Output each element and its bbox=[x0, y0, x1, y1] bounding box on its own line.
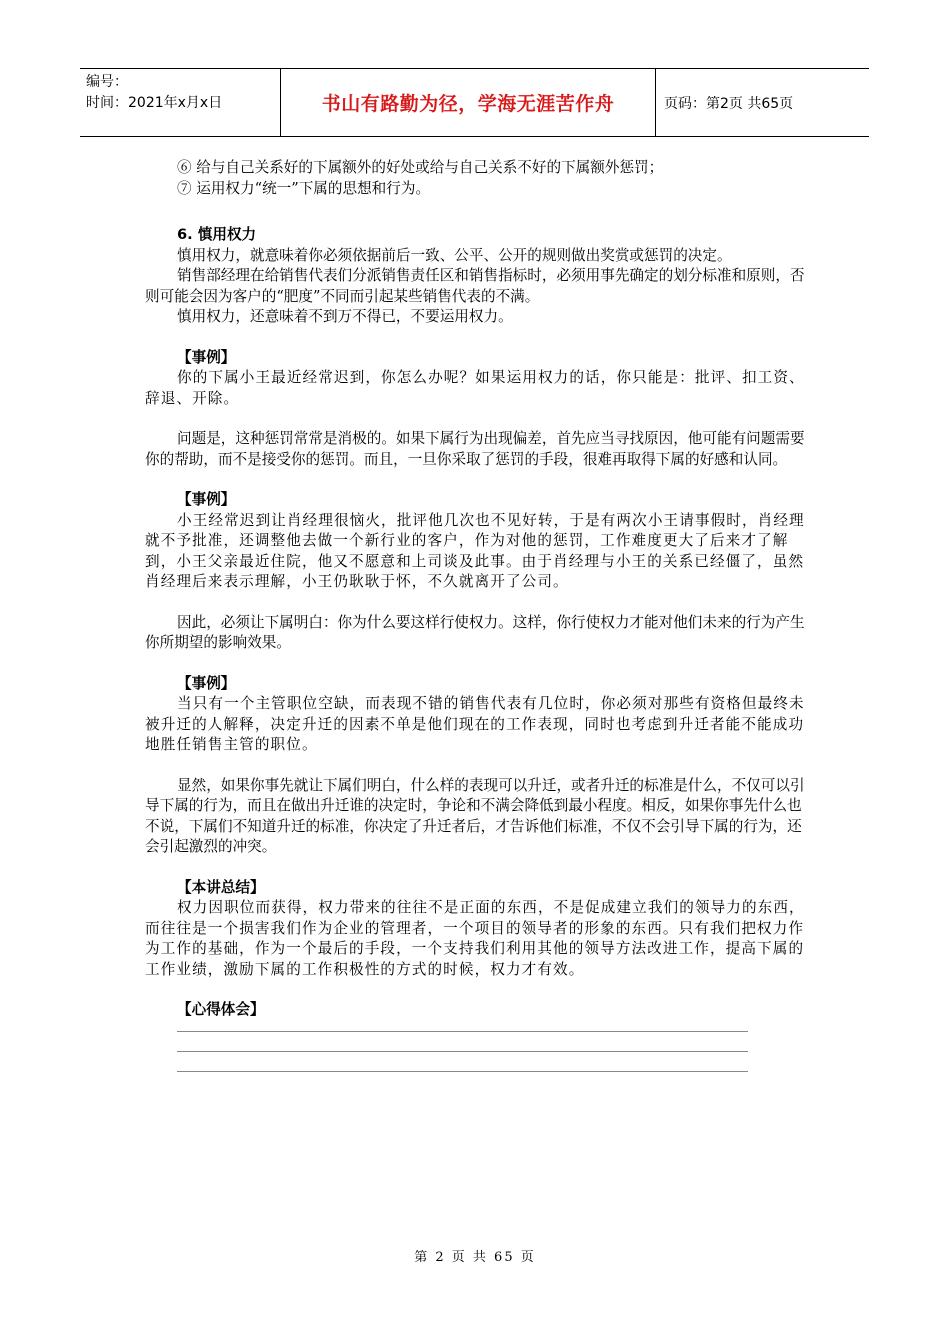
reflection-writing-lines bbox=[177, 1031, 748, 1081]
case-tag: 【事例】 bbox=[177, 348, 236, 366]
case-analysis: 因此，必须让下属明白：你为什么要这样行使权力。这样，你行使权力才能对他们未来的行为产生你所期望的影响效果。 bbox=[145, 613, 805, 651]
case-analysis: 显然，如果你事先就让下属们明白，什么样的表现可以升迁，或者升迁的标准是什么，不仅可以引导下属的行为，而且在做出升迁谁的决定时，争论和不满会降低到最小程度。相反，如果你事先什么也不说，下属们不知道升迁的标准，你决定了升迁者后，才告诉他们标准，不仅不会引导下属的行为，还会引起激烈的冲突。 bbox=[145, 776, 805, 855]
writing-line bbox=[177, 1031, 748, 1041]
reflection-tag: 【心得体会】 bbox=[177, 1001, 265, 1018]
summary-tag: 【本讲总结】 bbox=[177, 878, 265, 896]
case-text: 当只有一个主管职位空缺，而表现不错的销售代表有几位时，你必须对那些有资格但最终未被升迁的人解释，决定升迁的因素不单是他们现在的工作表现，同时也考虑到升迁者能不能成功地胜任销售主管的职位。 bbox=[145, 695, 805, 753]
header-meta bbox=[80, 69, 281, 136]
paragraph: 慎用权力，就意味着你必须依据前后一致、公平、公开的规则做出奖赏或惩罚的决定。 bbox=[177, 246, 732, 264]
case-tag: 【事例】 bbox=[177, 674, 236, 692]
summary-text: 权力因职位而获得，权力带来的往往不是正面的东西，不是促成建立我们的领导力的东西，而往往是一个损害我们作为企业的管理者，一个项目的领导者的形象的东西。只有我们把权力作为工作的基础，作为一个最后的手段，一个支持我们利用其他的领导方法改进工作，提高下属的工作业绩，激励下属的工作积极性的方式的时候，权力才有效。 bbox=[145, 899, 805, 978]
header-motto: 书山有路勤为径，学海无涯苦作舟 bbox=[281, 69, 656, 136]
list-item: ⑦ 运用权力“统一”下属的思想和行为。 bbox=[177, 179, 431, 197]
document-body bbox=[145, 158, 810, 1081]
document-number-label: 编号： bbox=[86, 74, 128, 90]
paragraph: 慎用权力，还意味着不到万不得已，不要运用权力。 bbox=[177, 308, 513, 325]
writing-line bbox=[177, 1071, 748, 1081]
document-date: 时间：2021年x月x日 bbox=[86, 95, 223, 111]
document-header bbox=[80, 68, 869, 137]
page-footer: 第 2 页 共 65 页 bbox=[414, 1250, 536, 1265]
writing-line bbox=[177, 1051, 748, 1061]
header-page-info: 页码：第2页 共65页 bbox=[664, 95, 794, 112]
case-text: 小王经常迟到让肖经理很恼火，批评他几次也不见好转，于是有两次小王请事假时，肖经理就不予批准，还调整他去做一个新行业的客户，作为对他的惩罚，工作难度更大了后来才了解到，小王父亲最近住院，他又不愿意和上司谈及此事。由于肖经理与小王的关系已经僵了，虽然肖经理后来表示理解，小王仍耿耿于怀，不久就离开了公司。 bbox=[145, 511, 805, 590]
case-tag: 【事例】 bbox=[177, 491, 236, 508]
case-analysis: 问题是，这种惩罚常常是消极的。如果下属行为出现偏差，首先应当寻找原因，他可能有问题需要你的帮助，而不是接受你的惩罚。而且，一旦你采取了惩罚的手段，很难再取得下属的好感和认同。 bbox=[145, 430, 805, 468]
section-title: 6. 慎用权力 bbox=[177, 226, 257, 243]
list-item: ⑥ 给与自己关系好的下属额外的好处或给与自己关系不好的下属额外惩罚； bbox=[177, 159, 664, 176]
paragraph: 销售部经理在给销售代表们分派销售责任区和销售指标时，必须用事先确定的划分标准和原则，否则可能会因为客户的“肥度”不同而引起某些销售代表的不满。 bbox=[145, 267, 805, 305]
case-text: 你的下属小王最近经常迟到，你怎么办呢？如果运用权力的话，你只能是：批评、扣工资、辞退、开除。 bbox=[145, 369, 805, 407]
